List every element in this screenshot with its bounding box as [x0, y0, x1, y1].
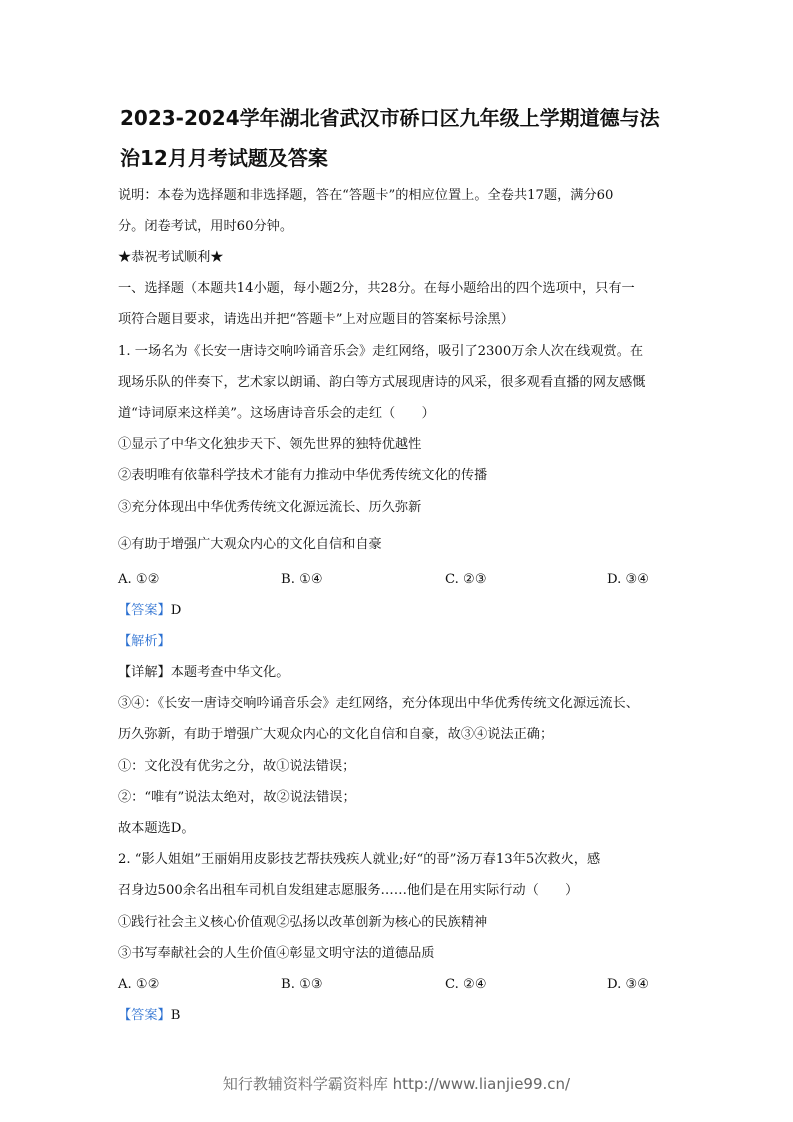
question-2-answer — [118, 1008, 180, 1024]
detail-tag: 【详解】 — [118, 665, 171, 680]
question-2-option-a: A. ①② — [118, 977, 160, 992]
answer-value: B — [170, 1008, 181, 1023]
question-1-stem: 现场乐队的伴奏下，艺术家以朗诵、韵白等方式展现唐诗的风采，很多观看直播的网友感慨 — [118, 375, 646, 390]
good-luck-line: ★恭祝考试顺利★ — [118, 250, 224, 265]
question-1-option-c: C. ②③ — [445, 572, 487, 587]
question-1-stem: 道“诗词原来这样美”。这场唐诗音乐会的走红（ ） — [118, 406, 435, 421]
question-2-item: ③书写奉献社会的人生价值④彰显文明守法的道德品质 — [118, 946, 435, 961]
intro-line: 说明：本卷为选择题和非选择题，答在“答题卡”的相应位置上。全卷共17题，满分60 — [118, 188, 614, 203]
question-2-option-b: B. ①③ — [281, 977, 323, 992]
document-title-line-1: 2023-2024学年湖北省武汉市硚口区九年级上学期道德与法 — [120, 106, 660, 130]
question-1-item: ①显示了中华文化独步天下、领先世界的独特优越性 — [118, 437, 422, 452]
explanation-line: 故本题选D。 — [118, 821, 195, 836]
answer-tag: 【答案】 — [118, 603, 171, 618]
question-2-option-d: D. ③④ — [607, 977, 650, 992]
explanation-line: ③④：《长安一唐诗交响吟诵音乐会》走红网络，充分体现出中华优秀传统文化源远流长、 — [118, 696, 639, 711]
question-2-stem: 2. “影人姐姐”王丽娟用皮影技艺帮扶残疾人就业;好“的哥”汤万春13年5次救火，感 — [118, 852, 601, 867]
question-1-analysis — [118, 634, 171, 650]
question-2-stem: 召身边500余名出租车司机自发组建志愿服务……他们是在用实际行动（ ） — [118, 883, 579, 898]
explanation-line: ①：文化没有优劣之分，故①说法错误； — [118, 759, 356, 774]
answer-value: D — [170, 603, 182, 618]
question-1-stem: 1. 一场名为《长安一唐诗交响吟诵音乐会》走红网络，吸引了2300万余人次在线观赏。在 — [118, 344, 644, 359]
section-heading-line: 项符合题目要求，请选出并把“答题卡”上对应题目的答案标号涂黑） — [118, 312, 514, 327]
document-title-line-2: 治12月月考试题及答案 — [120, 146, 328, 170]
explanation-line: ②：“唯有”说法太绝对，故②说法错误； — [118, 790, 356, 805]
question-1-detail — [118, 665, 289, 681]
analysis-tag: 【解析】 — [118, 634, 171, 649]
question-1-answer — [118, 603, 181, 619]
footer-watermark: 知行教辅资料学霸资料库 http://www.lianjie99.cn/ — [222, 1075, 571, 1093]
question-1-option-a: A. ①② — [118, 572, 160, 587]
question-2-item: ①践行社会主义核心价值观②弘扬以改革创新为核心的民族精神 — [118, 915, 488, 930]
question-1-item: ②表明唯有依靠科学技术才能有力推动中华优秀传统文化的传播 — [118, 468, 488, 483]
explanation-line: 历久弥新，有助于增强广大观众内心的文化自信和自豪，故③④说法正确； — [118, 727, 554, 742]
intro-line: 分。闭卷考试，用时60分钟。 — [118, 219, 294, 234]
question-1-item: ③充分体现出中华优秀传统文化源远流长、历久弥新 — [118, 500, 422, 515]
question-1-option-d: D. ③④ — [607, 572, 650, 587]
question-1-item: ④有助于增强广大观众内心的文化自信和自豪 — [118, 537, 382, 552]
answer-tag: 【答案】 — [118, 1008, 171, 1023]
detail-text: 本题考查中华文化。 — [170, 665, 290, 680]
section-heading-line: 一、选择题（本题共14小题，每小题2分，共28分。在每小题给出的四个选项中，只有一 — [118, 281, 635, 296]
question-2-option-c: C. ②④ — [445, 977, 487, 992]
question-1-option-b: B. ①④ — [281, 572, 323, 587]
